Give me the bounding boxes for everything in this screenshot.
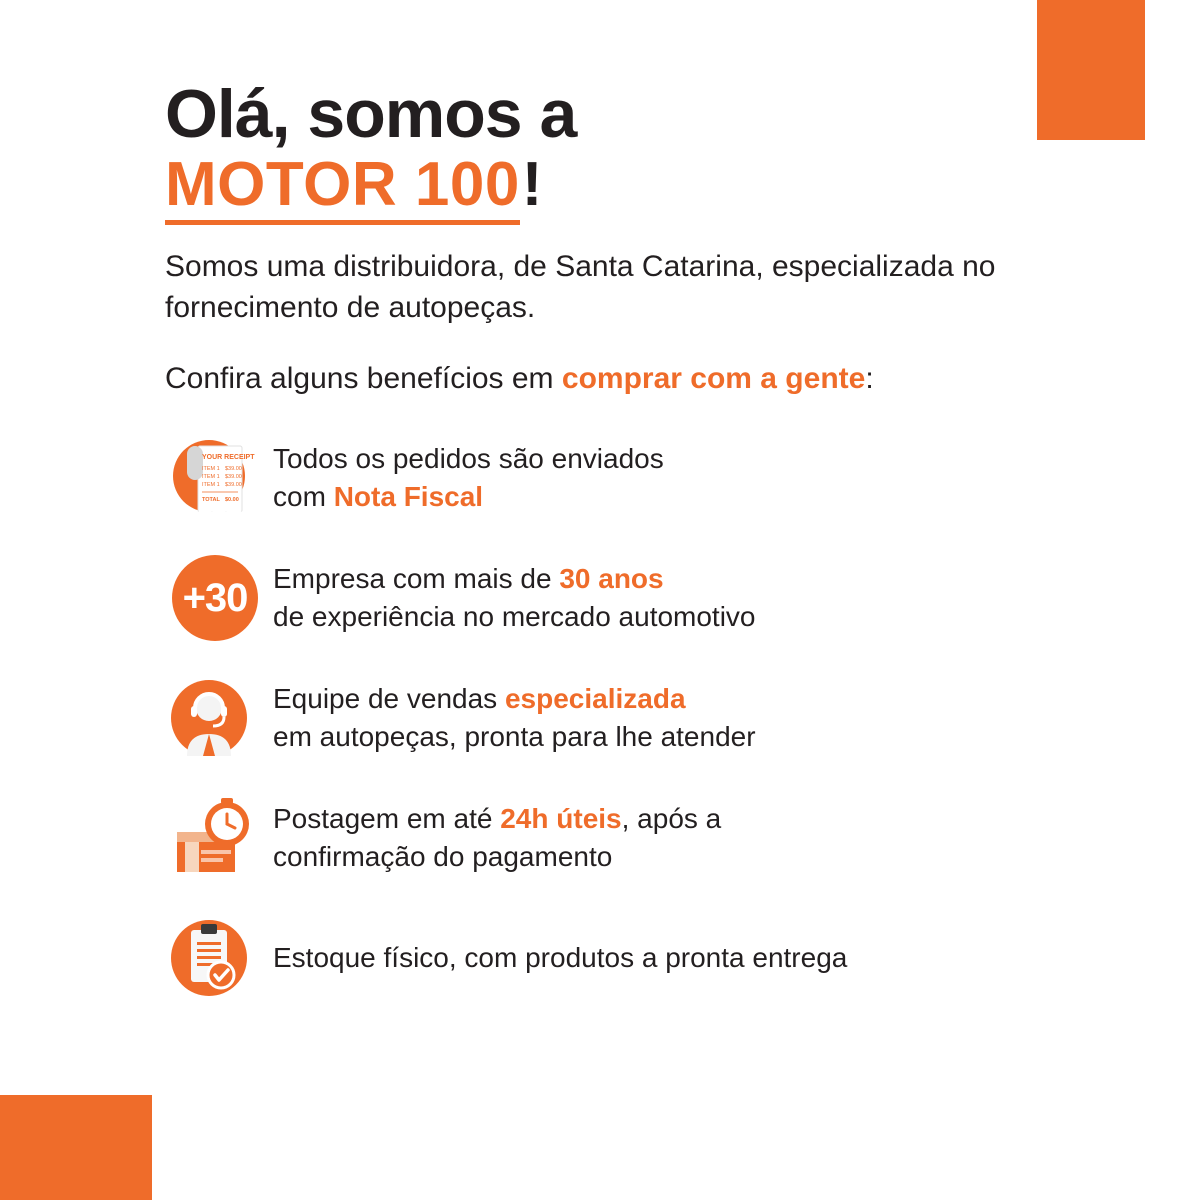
intro-paragraph: Somos uma distribuidora, de Santa Catarina, especializada no fornecimento de autopeças. [165, 250, 996, 324]
benefit-line2-highlight: Nota Fiscal [333, 481, 484, 512]
benefit-text [265, 440, 664, 516]
plus-30-badge-icon [165, 552, 265, 644]
benefit-line2: confirmação do pagamento [273, 841, 613, 872]
svg-text:TOTAL: TOTAL [202, 497, 220, 503]
svg-text:$39.00: $39.00 [225, 466, 242, 472]
benefits-lead-suffix: : [865, 362, 874, 395]
clipboard-check-icon [165, 912, 265, 1004]
benefit-text [265, 939, 847, 977]
list-item [165, 792, 1095, 884]
svg-text:$39.00: $39.00 [225, 482, 242, 488]
benefit-line2: de experiência no mercado automotivo [273, 601, 756, 632]
benefit-line2: em autopeças, pronta para lhe atender [273, 721, 756, 752]
benefit-line1-prefix: Empresa com mais de [273, 563, 560, 595]
benefit-text [265, 800, 721, 876]
benefit-text [265, 680, 756, 756]
benefit-line1-highlight: 30 anos [559, 563, 664, 595]
benefit-line1-highlight: 24h úteis [500, 803, 622, 835]
brand-name: MOTOR 100 [165, 154, 520, 225]
svg-text:$39.00: $39.00 [225, 474, 242, 480]
list-item [165, 552, 1095, 644]
svg-text:ITEM 1: ITEM 1 [202, 474, 220, 480]
headset-agent-icon [165, 672, 265, 764]
svg-text:ITEM 1: ITEM 1 [202, 482, 220, 488]
list-item [165, 672, 1095, 764]
benefit-line1: Todos os pedidos são enviados [273, 443, 664, 475]
benefits-lead-prefix: Confira alguns benefícios em [165, 362, 562, 395]
decorative-square-bottom-left [0, 1095, 152, 1200]
page-title-line2 [165, 150, 1095, 225]
benefit-line1-highlight: especializada [504, 683, 686, 715]
svg-text:$0.00: $0.00 [225, 497, 239, 503]
benefit-line1-suffix: , após a [621, 803, 722, 835]
benefit-line1: Estoque físico, com produtos a pronta entrega [273, 942, 848, 974]
benefits-lead-highlight: comprar com a gente [561, 362, 866, 395]
benefit-line2-prefix: com [273, 481, 334, 512]
benefit-line1-prefix: Equipe de vendas [273, 683, 505, 715]
list-item [165, 432, 1095, 524]
years-badge-label: +30 [172, 555, 258, 641]
benefits-list [165, 432, 1095, 1004]
page-title-line1: Olá, somos a [165, 76, 577, 152]
list-item [165, 912, 1095, 1004]
benefits-lead [165, 362, 1095, 396]
main-content [165, 76, 1095, 1032]
receipt-icon [165, 432, 265, 524]
package-stopwatch-icon [165, 792, 265, 884]
brand-exclamation: ! [521, 150, 543, 219]
benefit-text [265, 560, 756, 636]
svg-text:ITEM 1: ITEM 1 [202, 466, 220, 472]
svg-text:YOUR RECEIPT: YOUR RECEIPT [202, 454, 255, 461]
benefit-line1-prefix: Postagem em até [273, 803, 501, 835]
